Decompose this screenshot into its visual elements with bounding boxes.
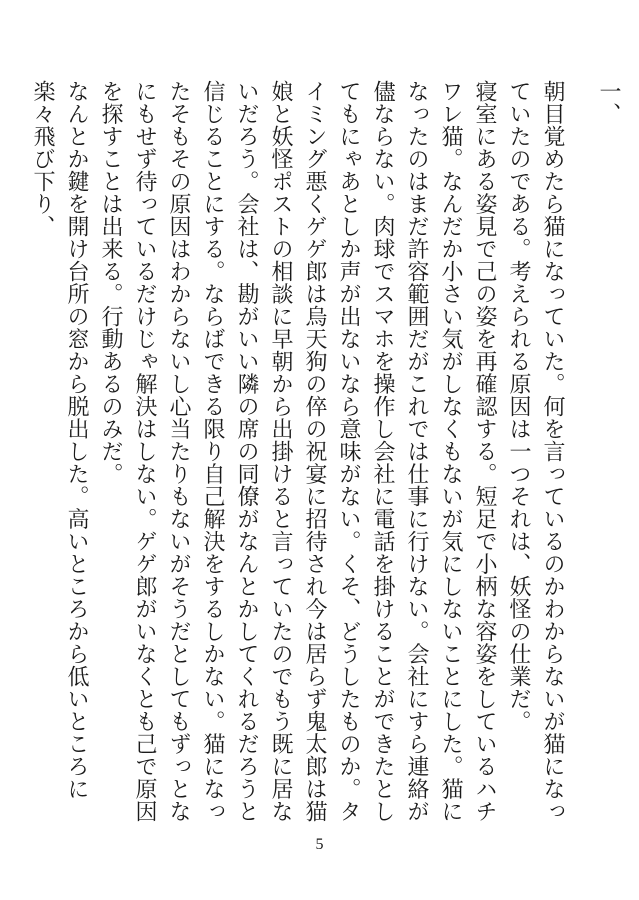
page-number: 5	[315, 836, 324, 853]
paragraph: 朝目覚めたら猫になっていた。何を言っているのかわからないが猫になっていたのである。考えられる原因は一つそれは、妖怪の仕業だ。	[506, 80, 565, 823]
chapter-heading: 一、	[596, 80, 621, 125]
vertical-text-column	[25, 80, 625, 825]
paragraph: なんとか鍵を開け台所の窓から脱出した。高いところから低いところに楽々飛び下り、	[30, 80, 89, 800]
paragraph: 寝室にある姿見で己の姿を再確認する。短足で小柄な容姿をしているハチワレ猫。なんだか小さい気がしなくもないが気にしないことにした。猫になったのはまだ許容範囲だがこれでは仕事に行けない。会社にすら連絡が儘ならない。肉球でスマホを操作し会社に電話を掛けることができたとしてもにゃあとしか声が出ないなら意味がない。くそ、どうしたものか。タイミング悪くゲゲ郎は烏天狗の倅の祝宴に招待され今は居らず鬼太郎は猫娘と妖怪ポストの相談に早朝から出掛けると言っていたのでもう既に居ないだろう。会社は、勘がいい隣の席の同僚がなんとかしてくれるだろうと信じることにする。ならばできる限り自己解決をするしかない。猫になったそもその原因はわからないし心当たりもないがそうだとしてもずっとなにもせず待っているだけじゃ解決はしない。ゲゲ郎がいなくとも己で原因を探すことは出来る。行動あるのみだ。	[98, 80, 497, 823]
